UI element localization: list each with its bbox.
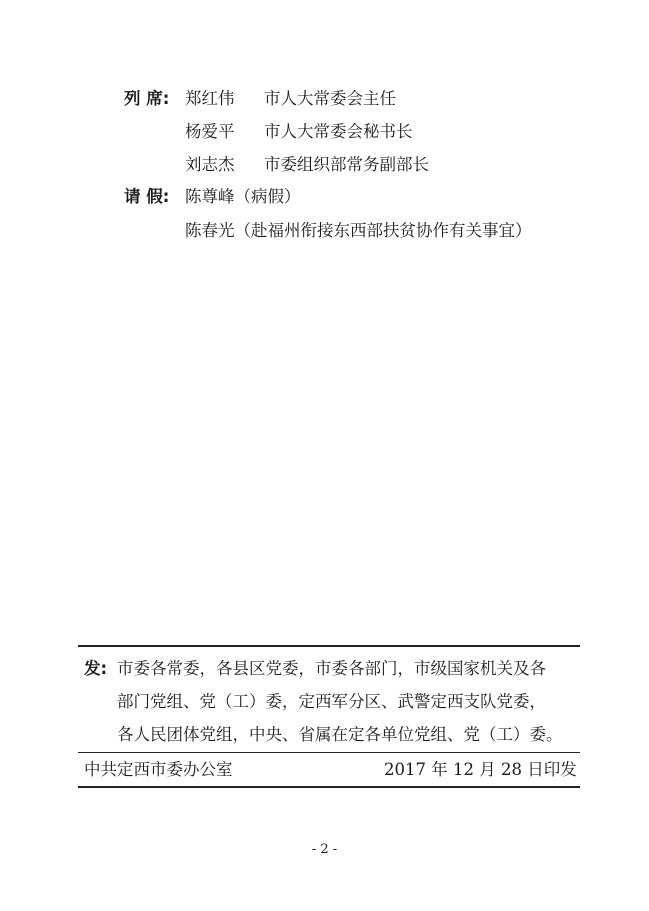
attendee-name: 郑红伟 [185,89,235,108]
attendee-title: 市人大常委会秘书长 [264,122,413,141]
leave-item: 陈春光（赴福州衔接东西部扶贫协作有关事宜） [185,221,532,240]
attendee-name: 刘志杰 [185,155,235,174]
bottom-rule [78,786,580,788]
middle-rule [78,752,580,753]
distribution-line: 各人民团体党组，中央、省属在定各单位党组、党（工）委。 [117,725,563,744]
attendee-title: 市委组织部常务副部长 [264,155,429,174]
attendee-title: 市人大常委会主任 [264,89,396,108]
issuer: 中共定西市委办公室 [84,760,233,779]
page-number: - 2 - [311,842,338,857]
attendees-label: 列 席: [124,89,170,108]
distribution-label: 发: [84,659,108,678]
issue-date: 2017 年 12 月 28 日印发 [384,760,577,779]
leave-item: 陈尊峰（病假） [185,187,301,206]
distribution-line: 部门党组、党（工）委，定西军分区、武警定西支队党委， [117,692,546,711]
top-rule [78,645,580,647]
distribution-line: 市委各常委，各县区党委，市委各部门，市级国家机关及各 [117,659,546,678]
leave-label: 请 假: [124,187,170,206]
attendee-name: 杨爱平 [185,122,235,141]
